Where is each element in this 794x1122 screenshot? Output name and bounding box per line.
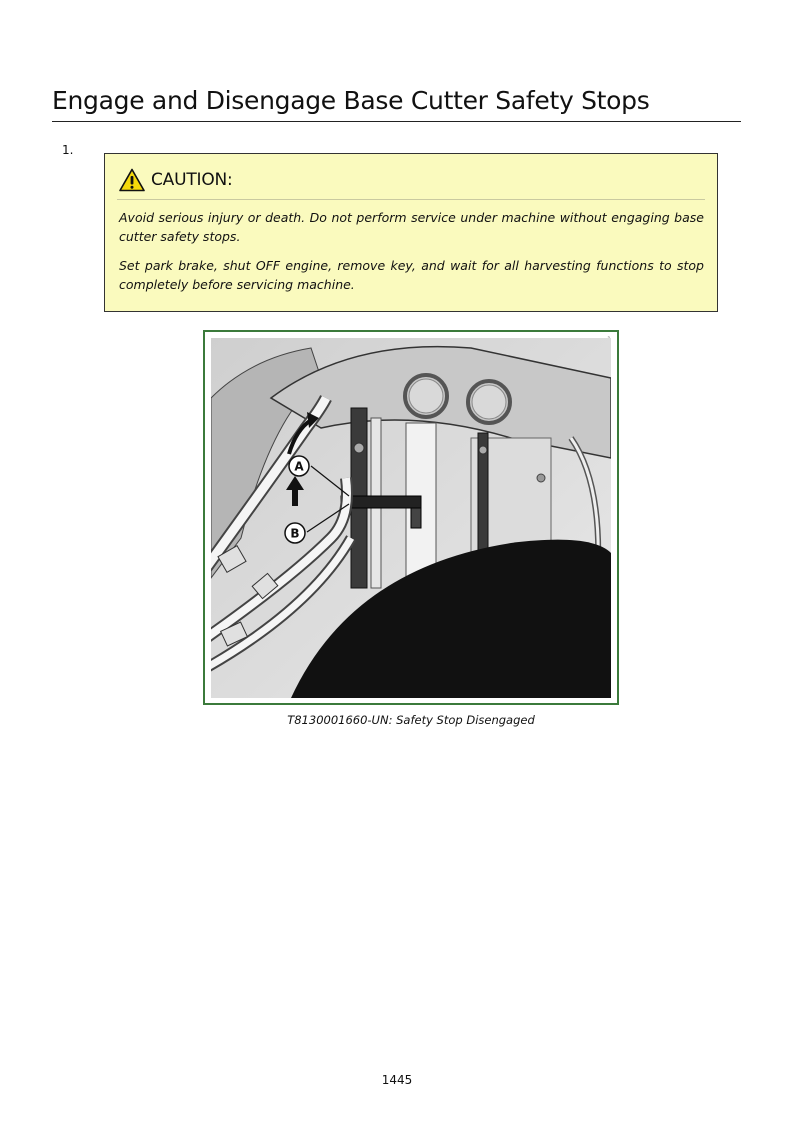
caution-divider: [117, 199, 705, 200]
caution-title: CAUTION:: [151, 170, 233, 190]
figure-frame: [203, 330, 619, 705]
page-title: Engage and Disengage Base Cutter Safety Stops: [52, 86, 741, 122]
warning-triangle-icon: [119, 168, 145, 192]
figure-caption: T8130001660-UN: Safety Stop Disengaged: [287, 713, 535, 727]
caution-box: [104, 153, 718, 312]
callout-label: A: [294, 459, 304, 474]
caution-paragraph: Set park brake, shut OFF engine, remove key, and wait for all harvesting functions to stop completely before servicing machine.: [119, 258, 704, 292]
callout-label: B: [290, 526, 300, 541]
page-number: 1445: [381, 1073, 413, 1087]
caution-paragraph: Avoid serious injury or death. Do not perform service under machine without engaging base cutter safety stops.: [119, 210, 704, 244]
safety-stop-illustration: [211, 338, 611, 698]
step-number: 1.: [62, 143, 74, 157]
caution-header: [119, 168, 233, 192]
